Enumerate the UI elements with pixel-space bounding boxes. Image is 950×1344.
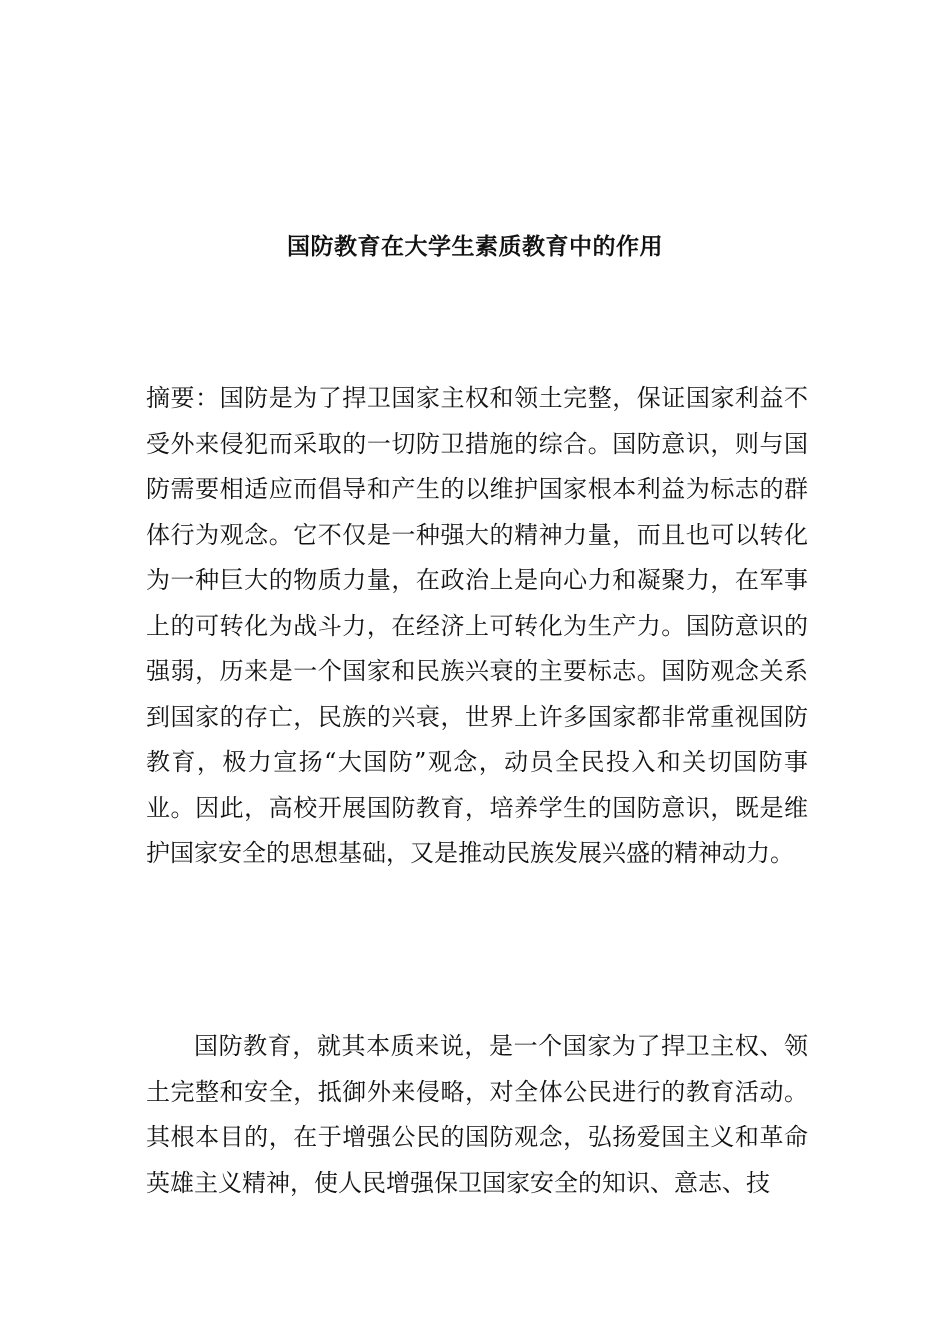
document-title: 国防教育在大学生素质教育中的作用	[287, 234, 663, 260]
body-paragraph: 国防教育，就其本质来说，是一个国家为了捍卫主权、领土完整和安全，抵御外来侵略，对全体公民进行的教育活动。其根本目的，在于增强公民的国防观念，弘扬爱国主义和革命英雄主义精神，使人民增强保卫国家安全的知识、意志、技	[146, 1032, 808, 1197]
abstract-paragraph: 摘要：国防是为了捍卫国家主权和领土完整，保证国家利益不受外来侵犯而采取的一切防卫措施的综合。国防意识，则与国防需要相适应而倡导和产生的以维护国家根本利益为标志的群体行为观念。它不仅是一种强大的精神力量，而且也可以转化为一种巨大的物质力量，在政治上是向心力和凝聚力，在军事上的可转化为战斗力，在经济上可转化为生产力。国防意识的强弱，历来是一个国家和民族兴衰的主要标志。国防观念关系到国家的存亡，民族的兴衰，世界上许多国家都非常重视国防教育，极力宣扬“大国防”观念，动员全民投入和关切国防事业。因此，高校开展国防教育，培养学生的国防意识，既是维护国家安全的思想基础，又是推动民族发展兴盛的精神动力。	[146, 384, 808, 867]
